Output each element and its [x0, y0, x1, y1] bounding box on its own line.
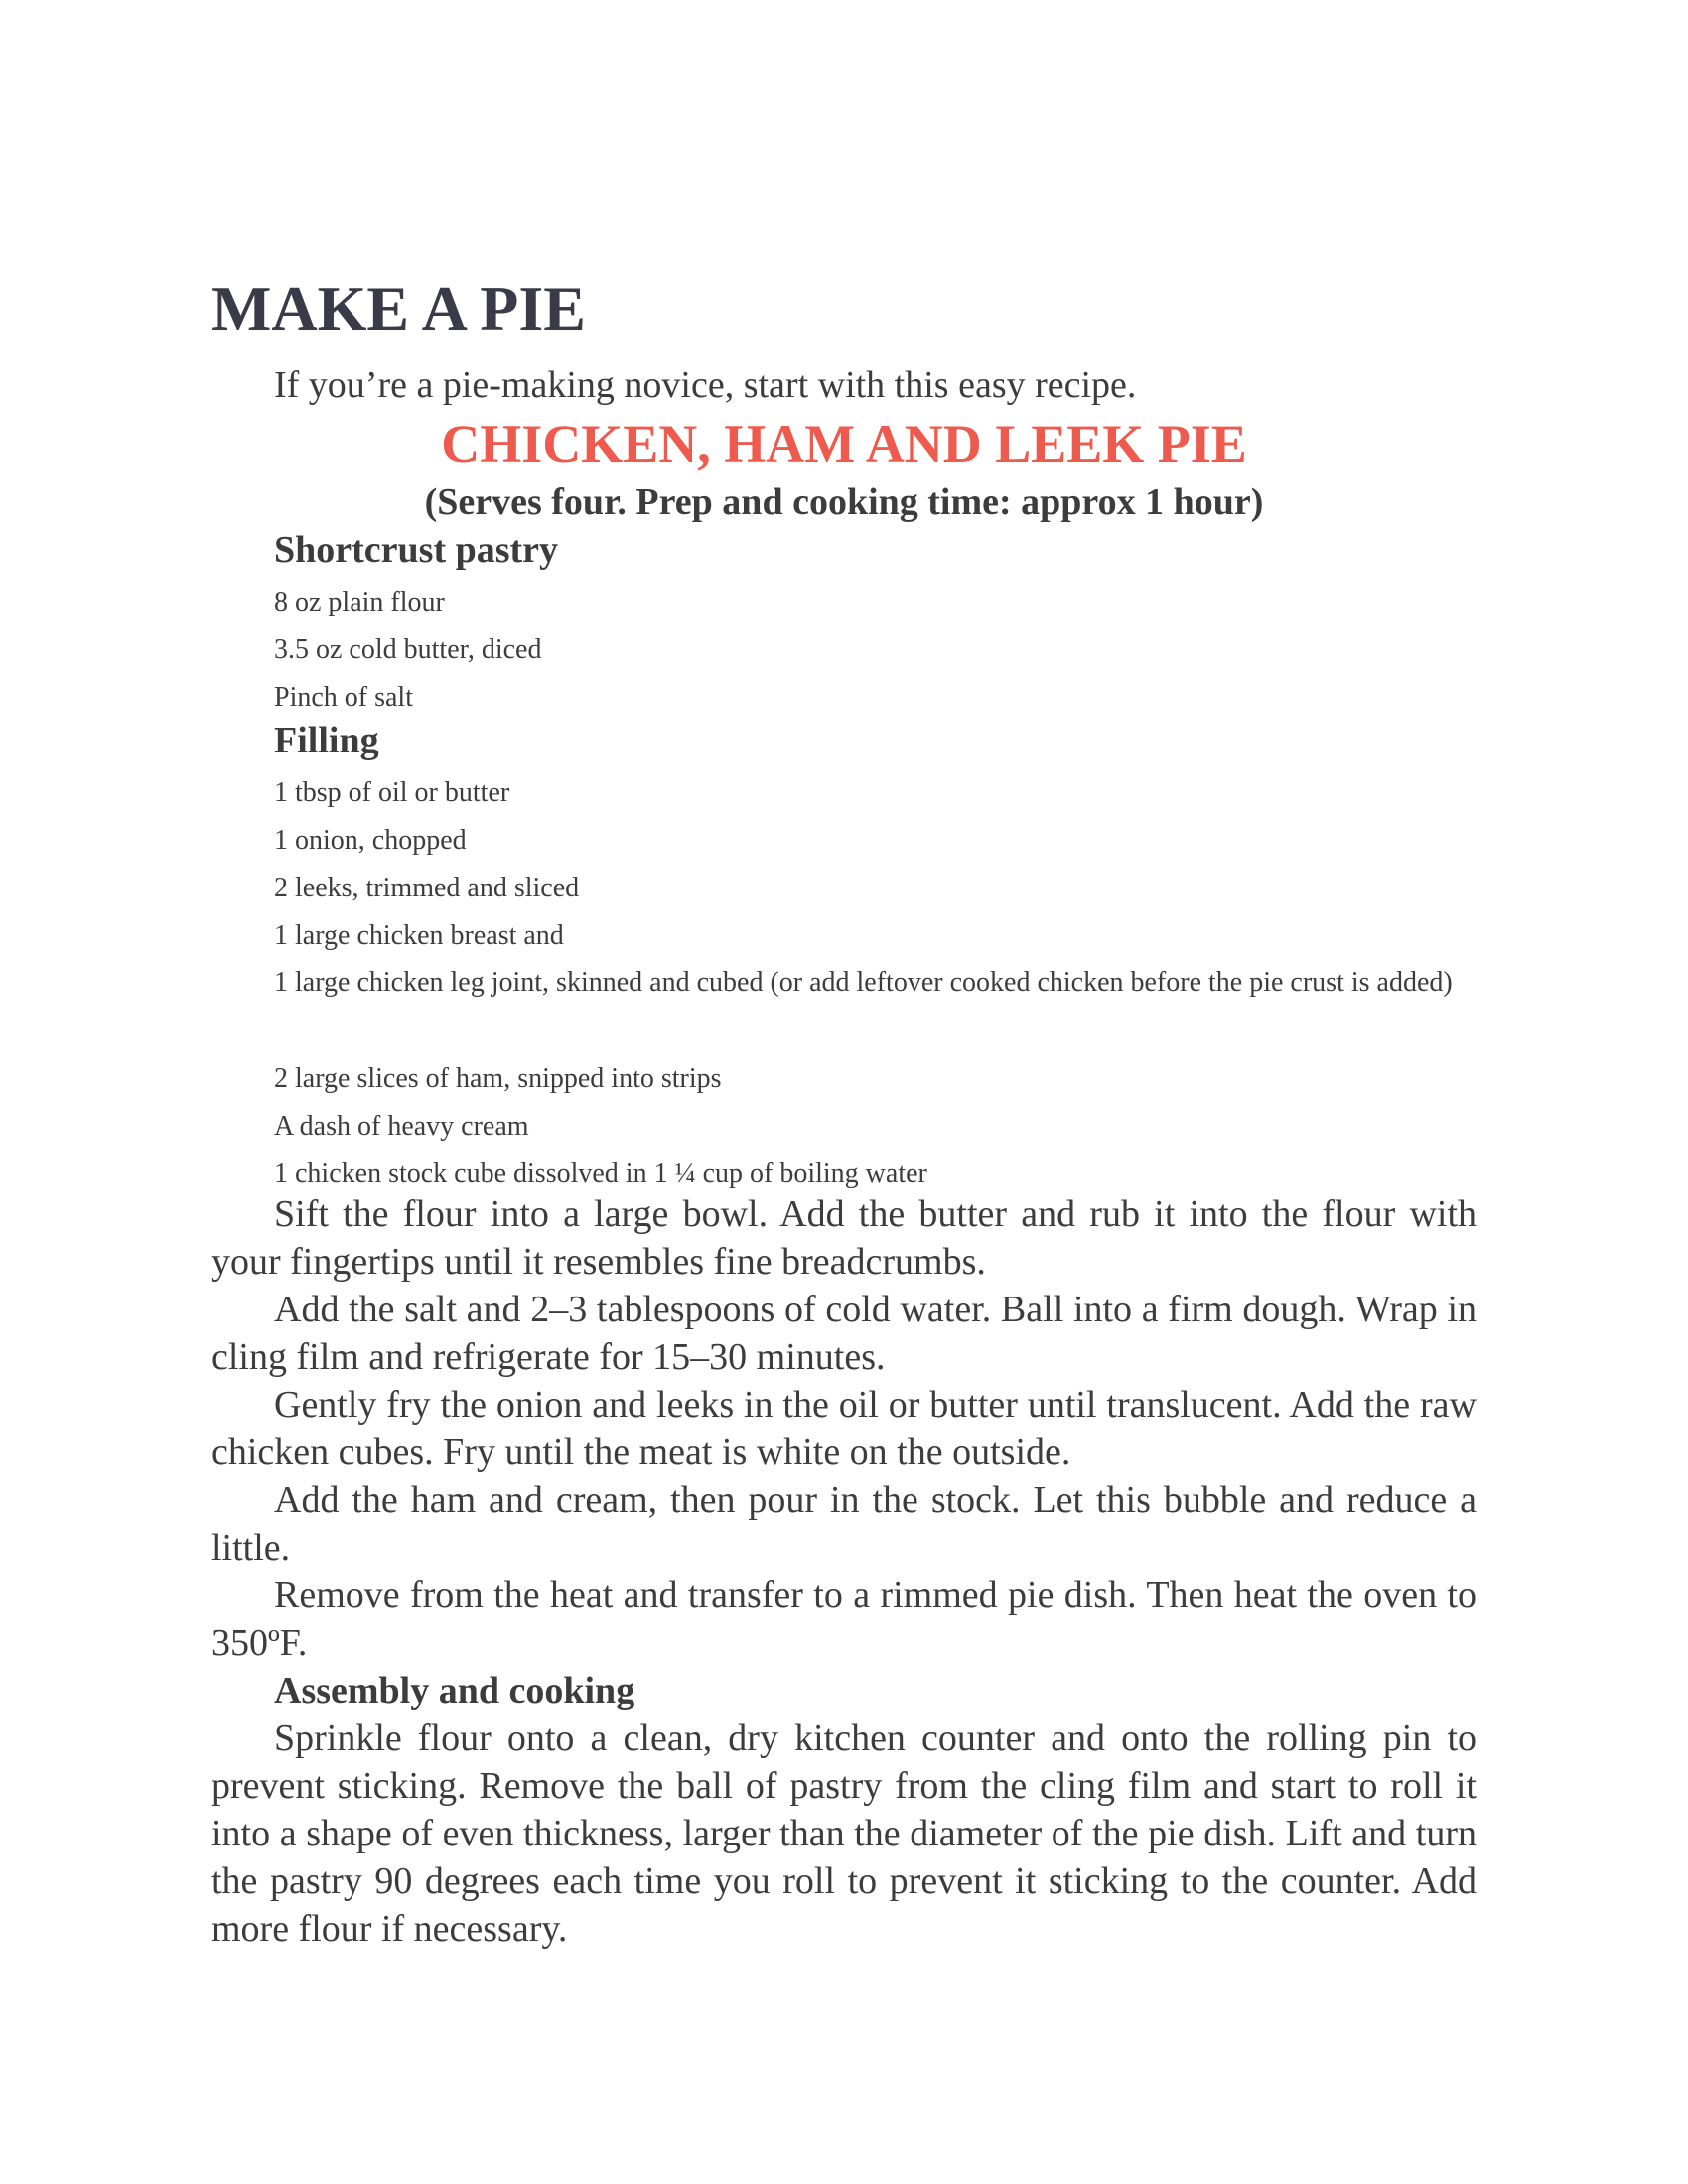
pastry-heading: Shortcrust pastry — [274, 529, 559, 571]
filling-ingredient: 1 chicken stock cube dissolved in 1 ¼ cup of boiling water — [274, 1159, 927, 1189]
assembly-heading: Assembly and cooking — [274, 1670, 635, 1711]
filling-ingredient: 1 onion, chopped — [274, 825, 467, 856]
filling-ingredient: 1 large chicken breast and — [274, 920, 564, 951]
pastry-ingredient: Pinch of salt — [274, 682, 413, 713]
pastry-ingredient: 8 oz plain flour — [274, 587, 445, 617]
filling-ingredient: 2 large slices of ham, snipped into strips — [274, 1063, 722, 1094]
filling-ingredient: 2 leeks, trimmed and sliced — [274, 873, 580, 903]
filling-ingredient: 1 tbsp of oil or butter — [274, 777, 510, 808]
filling-ingredient: 1 large chicken leg joint, skinned and cubed (or add leftover cooked chicken before the pie crust is added) — [274, 967, 1453, 998]
intro-text: If you’re a pie-making novice, start with this easy recipe. — [274, 364, 1137, 406]
serves-note: (Serves four. Prep and cooking time: approx 1 hour) — [424, 481, 1264, 523]
page-title: MAKE A PIE — [211, 273, 586, 343]
recipe-title: CHICKEN, HAM AND LEEK PIE — [441, 414, 1247, 474]
method-step: Add the ham and cream, then pour in the stock. Let this bubble and reduce a little. — [211, 1479, 1477, 1569]
filling-heading: Filling — [274, 720, 379, 761]
method-step: Remove from the heat and transfer to a rimmed pie dish. Then heat the oven to 350ºF. — [211, 1574, 1477, 1664]
filling-ingredient: A dash of heavy cream — [274, 1111, 529, 1142]
method-step: Sift the flour into a large bowl. Add the butter and rub it into the flour with your fingertips until it resembles fine breadcrumbs. — [211, 1193, 1477, 1283]
method-section — [211, 1190, 1477, 1953]
method-step: Add the salt and 2–3 tablespoons of cold water. Ball into a firm dough. Wrap in cling film and refrigerate for 15–30 minutes. — [211, 1289, 1477, 1378]
assembly-text: Sprinkle flour onto a clean, dry kitchen counter and onto the rolling pin to prevent sticking. Remove the ball of pastry from the cling film and start to roll it into a shape of even thickness, larger than the diameter of the pie dish. Lift and turn the pastry 90 degrees each time you roll to prevent it sticking to the counter. Add more flour if necessary. — [211, 1717, 1477, 1950]
method-step: Gently fry the onion and leeks in the oil or butter until translucent. Add the raw chicken cubes. Fry until the meat is white on the outside. — [211, 1384, 1477, 1473]
pastry-ingredient: 3.5 oz cold butter, diced — [274, 634, 542, 665]
